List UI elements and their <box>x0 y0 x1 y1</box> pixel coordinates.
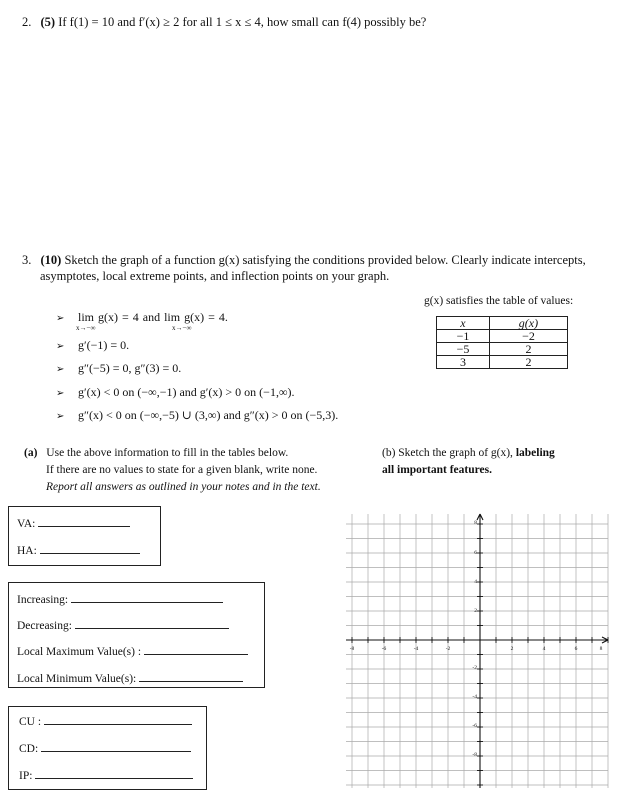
va-row <box>17 515 130 530</box>
condition-4: g′(x) < 0 on (−∞,−1) and g′(x) > 0 on (−1,∞). <box>78 385 295 399</box>
q3-points: (10) <box>40 253 62 267</box>
ha-row <box>17 542 140 557</box>
y-tick-label: 8 <box>474 520 477 526</box>
decreasing-label: Decreasing: <box>17 620 72 632</box>
part-a-line3: Report all answers as outlined in your notes and in the text. <box>46 481 321 493</box>
question-3 <box>22 252 622 284</box>
ip-answer-field[interactable] <box>35 767 193 779</box>
limit-subscript-1: x→−∞ <box>76 324 96 332</box>
x-tick-label: 4 <box>542 646 546 652</box>
increasing-label: Increasing: <box>17 594 69 606</box>
x-tick-label: -8 <box>349 646 355 652</box>
part-a-instructions <box>24 445 321 496</box>
table-header-row <box>437 317 568 330</box>
y-tick-label: -2 <box>472 665 477 671</box>
condition-2: g′(−1) = 0. <box>78 338 130 352</box>
x-tick-label: -6 <box>381 646 387 652</box>
increasing-row <box>17 591 223 606</box>
y-tick-label: -4 <box>472 694 477 700</box>
table-cell: 3 <box>437 356 490 369</box>
cd-row <box>19 740 191 755</box>
cd-answer-field[interactable] <box>41 740 191 752</box>
table-header: g(x) <box>489 317 567 330</box>
table-cell: −5 <box>437 343 490 356</box>
part-b-line1b: labeling <box>515 447 555 459</box>
bullet-icon: ➢ <box>56 364 65 375</box>
part-a-line2: If there are no values to state for a given blank, write none. <box>46 464 318 476</box>
table-cell: 2 <box>489 356 567 369</box>
local-max-row <box>17 643 248 658</box>
table-cell: 2 <box>489 343 567 356</box>
cu-label: CU : <box>19 716 42 728</box>
part-b-instructions <box>382 445 555 479</box>
part-b-line2: all important features. <box>382 464 492 476</box>
q3-number: 3. <box>22 253 32 267</box>
table-cell: −2 <box>489 330 567 343</box>
y-tick-label: -6 <box>472 723 477 729</box>
asymptotes-box <box>8 506 161 566</box>
ha-label: HA: <box>17 545 37 557</box>
x-tick-label: 2 <box>510 646 514 652</box>
bullet-icon: ➢ <box>56 313 65 324</box>
ha-answer-field[interactable] <box>40 542 140 554</box>
bullet-icon: ➢ <box>56 388 65 399</box>
cu-row <box>19 713 192 728</box>
local-max-answer-field[interactable] <box>144 643 248 655</box>
q2-text: If f(1) = 10 and f′(x) ≥ 2 for all 1 ≤ x ≤ 4, how small can f(4) possibly be? <box>58 15 427 29</box>
cu-answer-field[interactable] <box>44 713 192 725</box>
part-a-label: (a) <box>24 447 38 459</box>
local-min-answer-field[interactable] <box>139 670 243 682</box>
x-tick-label: -2 <box>445 646 451 652</box>
values-table <box>436 316 568 369</box>
y-tick-label: 4 <box>474 579 477 585</box>
x-tick-label: 6 <box>574 646 578 652</box>
q3-text-line2: asymptotes, local extreme points, and inflection points on your graph. <box>40 269 390 283</box>
bullet-icon: ➢ <box>56 341 65 352</box>
table-row <box>437 343 568 356</box>
ip-row <box>19 767 193 782</box>
increasing-answer-field[interactable] <box>71 591 223 603</box>
decreasing-row <box>17 617 229 632</box>
condition-3: g″(−5) = 0, g″(3) = 0. <box>78 361 182 375</box>
bullet-icon: ➢ <box>56 411 65 422</box>
monotonicity-box <box>8 582 265 688</box>
limit-subscript-2: x→−∞ <box>172 324 192 332</box>
y-tick-label: -8 <box>472 752 477 758</box>
part-b-line1a: (b) Sketch the graph of g(x), <box>382 447 516 459</box>
part-a-line1: Use the above information to fill in the tables below. <box>46 447 289 459</box>
table-header: x <box>437 317 490 330</box>
local-min-row <box>17 670 243 685</box>
q3-text-line1: Sketch the graph of a function g(x) satisfying the conditions provided below. Clearly indicate intercepts, <box>64 253 586 267</box>
table-caption: g(x) satisfies the table of values: <box>424 295 574 307</box>
local-max-label: Local Maximum Value(s) : <box>17 646 142 658</box>
question-2 <box>22 14 426 30</box>
q2-number: 2. <box>22 15 32 29</box>
concavity-box <box>8 706 207 790</box>
cd-label: CD: <box>19 743 39 755</box>
q2-points: (5) <box>40 15 56 29</box>
decreasing-answer-field[interactable] <box>75 617 229 629</box>
y-tick-label: 6 <box>474 550 477 556</box>
va-label: VA: <box>17 518 36 530</box>
x-tick-labels <box>350 646 603 652</box>
table-row <box>437 330 568 343</box>
table-cell: −1 <box>437 330 490 343</box>
ip-label: IP: <box>19 770 33 782</box>
table-row <box>437 356 568 369</box>
va-answer-field[interactable] <box>38 515 130 527</box>
local-min-label: Local Minimum Value(s): <box>17 673 137 685</box>
y-tick-labels <box>472 520 477 758</box>
y-tick-label: 2 <box>474 608 477 614</box>
x-tick-label: 8 <box>599 646 603 652</box>
x-tick-label: -4 <box>413 646 419 652</box>
graph-grid[interactable] <box>346 510 614 790</box>
condition-1: lim g(x) = 4 and lim g(x) = 4. <box>78 310 228 324</box>
condition-5: g″(x) < 0 on (−∞,−5) ∪ (3,∞) and g″(x) > 0 on (−5,3). <box>78 408 339 422</box>
